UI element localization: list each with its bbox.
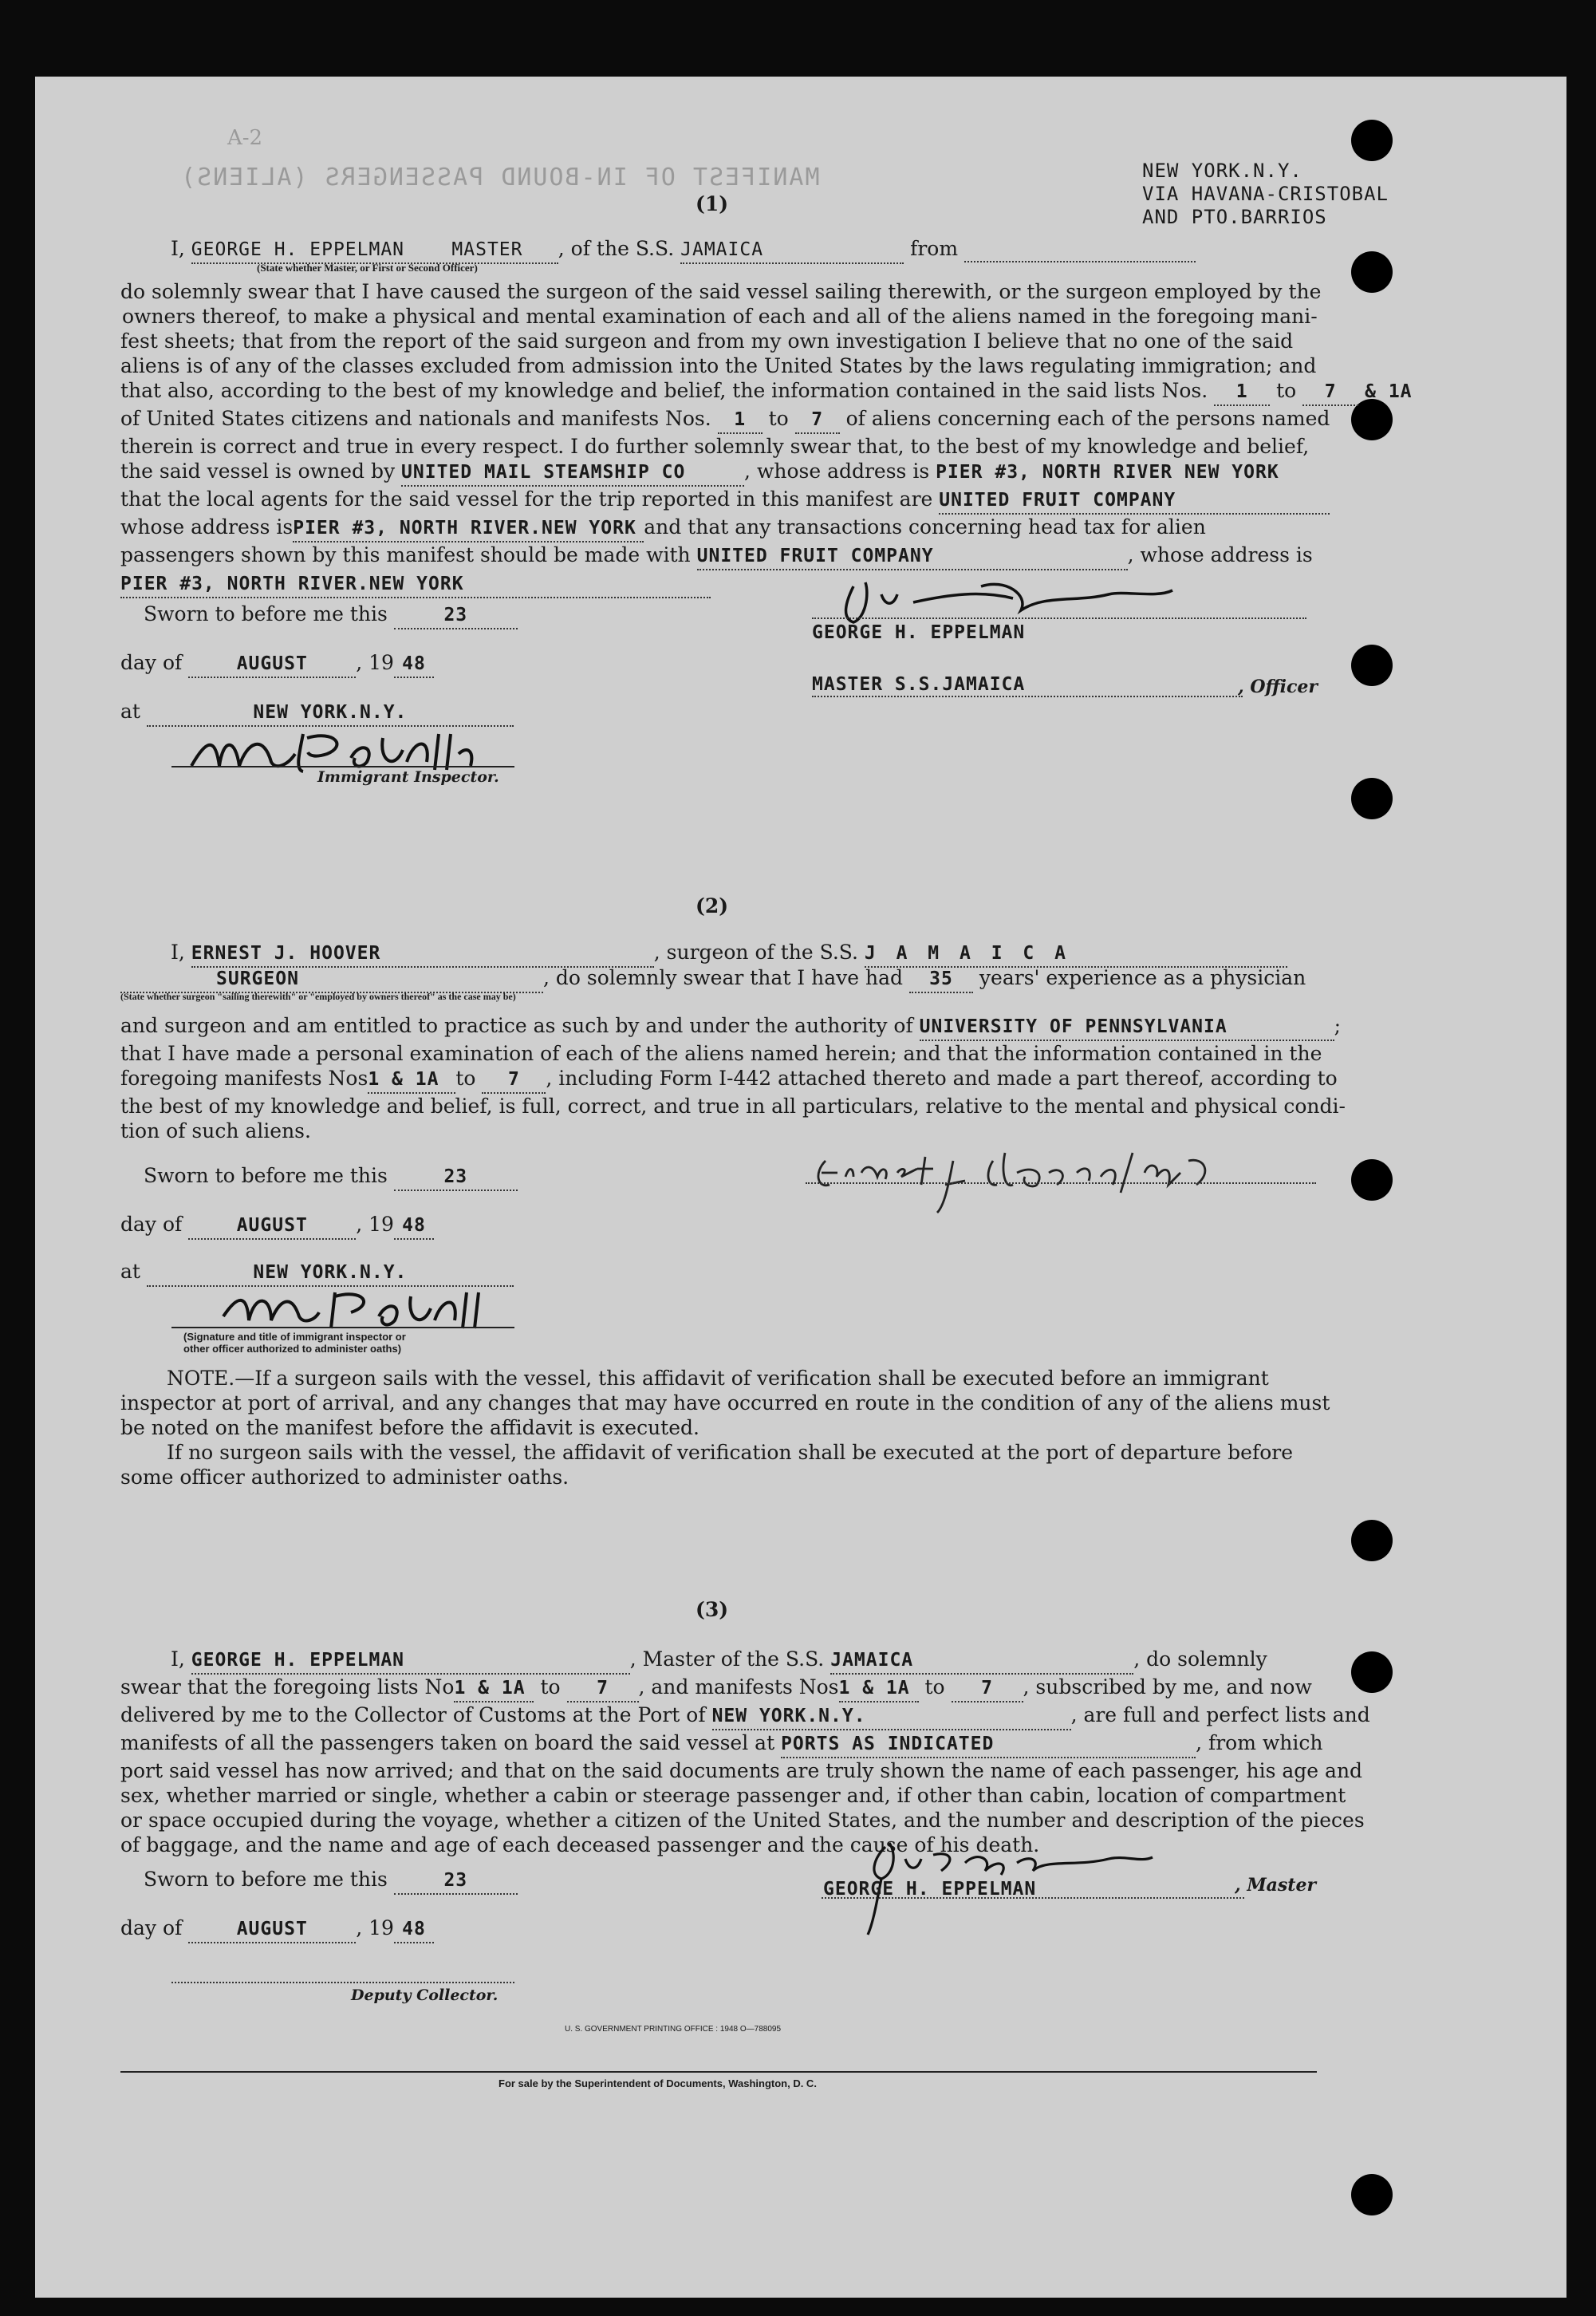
s2-paragraph <box>120 1013 1346 1143</box>
s3-p2b: , are full and perfect lists and <box>1070 1703 1370 1726</box>
s2-note <box>120 1366 1330 1489</box>
s2-ship-value: J A M A I C A <box>865 941 1287 968</box>
section-1-number: (1) <box>696 192 729 215</box>
master-name-value: GEORGE H. EPPELMAN <box>191 239 405 260</box>
manifests-to-value: 7 <box>795 408 840 434</box>
s1-p6 <box>120 406 1413 434</box>
gpo-imprint: U. S. GOVERNMENT PRINTING OFFICE : 1948 O—788095 <box>565 2025 782 2034</box>
s2-nos-from-value: 1 & 1A <box>368 1067 455 1094</box>
s2-surgeon-sig-line <box>806 1182 1316 1184</box>
s1-place-value: NEW YORK.N.Y. <box>147 700 514 727</box>
agents-value: UNITED FRUIT COMPANY <box>939 488 1330 515</box>
s2-p5: tion of such aliens. <box>120 1119 311 1142</box>
s2-day-value: 23 <box>394 1165 518 1191</box>
port-line-2: VIA HAVANA-CRISTOBAL <box>1142 183 1389 205</box>
s3-solemnly: , do solemnly <box>1133 1647 1267 1671</box>
s3-month-value: AUGUST <box>188 1917 356 1943</box>
s2-dayof-line <box>120 1212 434 1240</box>
s2-note-5: some officer authorized to administer oaths. <box>120 1466 569 1489</box>
authority-value: UNIVERSITY OF PENNSYLVANIA <box>920 1015 1334 1041</box>
s3-deputy-label: Deputy Collector. <box>351 1987 499 2004</box>
ship-value: JAMAICA <box>680 239 764 260</box>
s2-sig-caption-1: (Signature and title of immigrant inspector or <box>183 1331 406 1343</box>
port-line-3: AND PTO.BARRIOS <box>1142 206 1327 228</box>
s1-inspector-label: Immigrant Inspector. <box>317 768 499 786</box>
s3-lists-to-value: 7 <box>567 1676 639 1702</box>
s3-ports-value: PORTS AS INDICATED <box>781 1732 1196 1758</box>
section-2-number: (2) <box>696 894 729 917</box>
tax-address-value: PIER #3, NORTH RIVER.NEW YORK <box>120 572 711 598</box>
s1-p5-text: that also, according to the best of my knowledge and belief, the information contained in the said lists Nos. <box>120 379 1208 402</box>
s3-year-prefix: , 19 <box>356 1916 394 1939</box>
punch-hole <box>1351 120 1393 161</box>
s1-p6a: of United States citizens and nationals and manifests Nos. <box>120 407 711 430</box>
s1-p7: therein is correct and true in every respect. I do further solemnly swear that, to the best of my knowledge and belief, <box>120 435 1310 458</box>
s1-p11a: passengers shown by this manifest should be made with <box>120 543 691 566</box>
punch-hole <box>1351 2174 1393 2215</box>
tax-party-value: UNITED FRUIT COMPANY <box>697 544 1128 570</box>
sale-notice: For sale by the Superintendent of Documents, Washington, D. C. <box>499 2077 817 2089</box>
punch-hole <box>1351 1520 1393 1561</box>
s1-p10b: and that any transactions concerning head tax for alien <box>644 515 1206 539</box>
s3-line-intro <box>120 1647 1370 1675</box>
s3-sworn-label: Sworn to before me this <box>144 1868 388 1891</box>
s2-swear: , do solemnly swear that I have had <box>543 966 904 989</box>
s1-master-sig-line <box>812 617 1306 619</box>
s3-p1 <box>120 1675 1370 1702</box>
punch-hole <box>1351 645 1393 686</box>
s3-manifests-from-value: 1 & 1A <box>839 1676 919 1702</box>
s3-p3b: , from which <box>1196 1731 1323 1754</box>
s3-day-value: 23 <box>394 1868 518 1895</box>
owner-address-value: PIER #3, NORTH RIVER NEW YORK <box>936 462 1279 483</box>
s2-place-value: NEW YORK.N.Y. <box>147 1261 514 1287</box>
s3-master-line <box>822 1897 1244 1899</box>
s3-deputy-line <box>171 1982 514 1983</box>
s2-line-intro <box>171 940 1287 968</box>
ghost-title: MANIFEST OF IN-BOUND PASSENGERS (ALIENS) <box>179 164 820 191</box>
footer-rule <box>120 2071 1317 2073</box>
s1-from: from <box>910 237 959 260</box>
s3-p4: port said vessel has now arrived; and that on the said documents are truly shown the name of each passenger, his age and <box>120 1759 1363 1782</box>
s2-surgeon-signature <box>806 1141 1252 1217</box>
s1-p10 <box>120 515 1413 543</box>
s2-nos-to-value: 7 <box>482 1067 546 1094</box>
s3-p3 <box>120 1730 1370 1758</box>
s1-p12 <box>120 570 1413 598</box>
s2-p3 <box>120 1066 1346 1094</box>
s2-year-prefix: , 19 <box>356 1213 394 1236</box>
s2-of-ss: , surgeon of the S.S. <box>653 941 858 964</box>
s2-p4: the best of my knowledge and belief, is full, correct, and true in all particulars, relative to the mental and physical condi- <box>120 1095 1346 1118</box>
punch-hole <box>1351 778 1393 819</box>
s3-port-value: NEW YORK.N.Y. <box>712 1704 1071 1730</box>
s3-dayof-label: day of <box>120 1916 183 1939</box>
s3-manifests-to-value: 7 <box>952 1676 1023 1702</box>
from-field <box>964 236 1196 262</box>
s1-year-value: 48 <box>394 652 434 678</box>
lists-extra-value: & 1A <box>1365 381 1413 402</box>
s2-hint: (State whether surgeon "sailing therewith" or "employed by owners thereof" as the case may be) <box>120 991 516 1002</box>
s1-p8 <box>120 459 1413 487</box>
s3-master-label: , Master <box>1235 1875 1317 1896</box>
port-header <box>1142 160 1389 229</box>
s2-p1a: and surgeon and am entitled to practice as such by and under the authority of <box>120 1014 913 1037</box>
s1-p5 <box>120 378 1413 406</box>
s2-p2: that I have made a personal examination of each of the aliens named herein; and that the information contained in the <box>120 1042 1322 1065</box>
s3-of-ss: , Master of the S.S. <box>629 1647 825 1671</box>
s3-p1c: , subscribed by me, and now <box>1023 1675 1312 1699</box>
s3-p7: of baggage, and the name and age of each deceased passenger and the cause of his death. <box>120 1833 1040 1856</box>
s2-note-2: inspector at port of arrival, and any changes that may have occurred en route in the condition of any of the aliens must <box>120 1391 1330 1414</box>
surgeon-role-value: SURGEON <box>120 967 543 993</box>
s3-to-2: to <box>924 1675 945 1699</box>
s2-sworn-label: Sworn to before me this <box>144 1164 388 1187</box>
s3-p1b: , and manifests Nos <box>638 1675 839 1699</box>
s3-dayof-line <box>120 1916 434 1943</box>
s1-p11b: , whose address is <box>1127 543 1313 566</box>
s2-sig-caption <box>183 1331 406 1355</box>
port-line-1: NEW YORK.N.Y. <box>1142 160 1302 182</box>
s3-sworn-line <box>144 1867 518 1895</box>
lists-to-value: 7 <box>1302 380 1358 406</box>
s2-year-value: 48 <box>394 1213 434 1240</box>
master-name-field <box>191 238 558 264</box>
s1-officer-label: , Officer <box>1238 677 1318 697</box>
s1-sworn-line <box>144 602 518 629</box>
s2-sworn-line <box>144 1163 518 1191</box>
s1-hint: (State whether Master, or First or Second Officer) <box>257 262 478 274</box>
s1-at-label: at <box>120 700 140 723</box>
s1-paragraph <box>120 279 1413 598</box>
s2-at-label: at <box>120 1260 140 1283</box>
s3-p6: or space occupied during the voyage, whether a citizen of the United States, and the number and description of the pieces <box>120 1809 1365 1832</box>
s1-p9 <box>120 487 1413 515</box>
s2-note-4: If no surgeon sails with the vessel, the affidavit of verification shall be executed at the port of departure before <box>167 1441 1293 1464</box>
s2-sig-caption-2: other officer authorized to administer oaths) <box>183 1343 402 1355</box>
s1-p2: owners thereof, to make a physical and mental examination of each and all of the aliens named in the foregoing mani- <box>122 305 1318 328</box>
s1-i: I, <box>171 237 185 260</box>
ship-field <box>680 238 904 264</box>
s1-p3: fest sheets; that from the report of the said surgeon and from my own investigation I believe that no one of the said <box>120 329 1294 353</box>
lists-from-value: 1 <box>1214 380 1270 406</box>
owner-value: UNITED MAIL STEAMSHIP CO <box>401 460 744 487</box>
s2-p3a: foregoing manifests Nos <box>120 1067 368 1090</box>
s1-title-line <box>812 696 1243 697</box>
s1-of-ss: , of the S.S. <box>558 237 675 260</box>
s3-p2 <box>120 1702 1370 1730</box>
s2-dayof-label: day of <box>120 1213 183 1236</box>
corner-mark: A-2 <box>227 126 263 150</box>
s1-dayof-label: day of <box>120 651 183 674</box>
s1-day-value: 23 <box>394 603 518 629</box>
s1-month-value: AUGUST <box>188 652 356 678</box>
s1-p1: do solemnly swear that I have caused the surgeon of the said vessel sailing therewith, or the surgeon employed by the <box>120 280 1322 303</box>
master-title-value: MASTER <box>451 239 523 260</box>
s3-p1a: swear that the foregoing lists No <box>120 1675 455 1699</box>
s2-month-value: AUGUST <box>188 1213 356 1240</box>
s2-inspector-line <box>171 1327 514 1328</box>
section-3-number: (3) <box>696 1598 729 1621</box>
s2-years-tail: years' experience as a physician <box>979 966 1306 989</box>
s2-p1 <box>120 1013 1346 1041</box>
s1-p8b: , whose address is <box>744 460 930 483</box>
s3-ship-value: JAMAICA <box>830 1648 1133 1675</box>
s1-line-intro <box>171 236 1196 264</box>
s3-lists-from-value: 1 & 1A <box>454 1676 534 1702</box>
s1-signer-typed: GEORGE H. EPPELMAN <box>812 622 1026 643</box>
s1-inspector-line <box>171 766 514 767</box>
agents-address-value: PIER #3, NORTH RIVER.NEW YORK <box>293 516 644 543</box>
s1-p6b: of aliens concerning each of the persons named <box>845 407 1330 430</box>
s1-p4: aliens is of any of the classes excluded from admission into the United States by the laws regulating immigration; and <box>120 354 1317 377</box>
note-label: NOTE. <box>167 1367 235 1390</box>
s3-master-name-value: GEORGE H. EPPELMAN <box>191 1648 630 1675</box>
s3-p2a: delivered by me to the Collector of Customs at the Port of <box>120 1703 706 1726</box>
s1-year-prefix: , 19 <box>356 651 394 674</box>
s3-p3a: manifests of all the passengers taken on board the said vessel at <box>120 1731 775 1754</box>
s1-to: to <box>1276 379 1297 402</box>
s2-line-role <box>120 965 1306 993</box>
s1-p8a: the said vessel is owned by <box>120 460 396 483</box>
s1-p11 <box>120 543 1413 570</box>
punch-hole <box>1351 1159 1393 1201</box>
s1-p10a: whose address is <box>120 515 294 539</box>
s3-to: to <box>540 1675 561 1699</box>
s2-to: to <box>455 1067 476 1090</box>
s2-p3b: , including Form I-442 attached thereto and made a part thereof, according to <box>546 1067 1338 1090</box>
s3-i: I, <box>171 1647 185 1671</box>
s3-p5: sex, whether married or single, whether a cabin or steerage passenger and, if other than cabin, location of compartment <box>120 1784 1346 1807</box>
s2-p1b: ; <box>1334 1014 1342 1037</box>
s1-to-2: to <box>768 407 789 430</box>
s2-note-3: be noted on the manifest before the affidavit is executed. <box>120 1416 699 1439</box>
s2-i: I, <box>171 941 185 964</box>
s2-note-1-text: —If a surgeon sails with the vessel, this affidavit of verification shall be executed before an immigrant <box>234 1367 1269 1390</box>
s1-dayof-line <box>120 650 434 678</box>
s1-sworn-label: Sworn to before me this <box>144 602 388 625</box>
years-value: 35 <box>909 967 973 993</box>
surgeon-name-value: ERNEST J. HOOVER <box>191 941 654 968</box>
s1-p9a: that the local agents for the said vessel for the trip reported in this manifest are <box>120 487 933 511</box>
s3-year-value: 48 <box>394 1917 434 1943</box>
s3-paragraph <box>120 1647 1370 1857</box>
s2-note-1 <box>120 1366 1330 1391</box>
manifests-from-value: 1 <box>718 408 763 434</box>
s1-signer-title: MASTER S.S.JAMAICA <box>812 674 1026 695</box>
s3-signer-typed: GEORGE H. EPPELMAN <box>823 1879 1037 1900</box>
